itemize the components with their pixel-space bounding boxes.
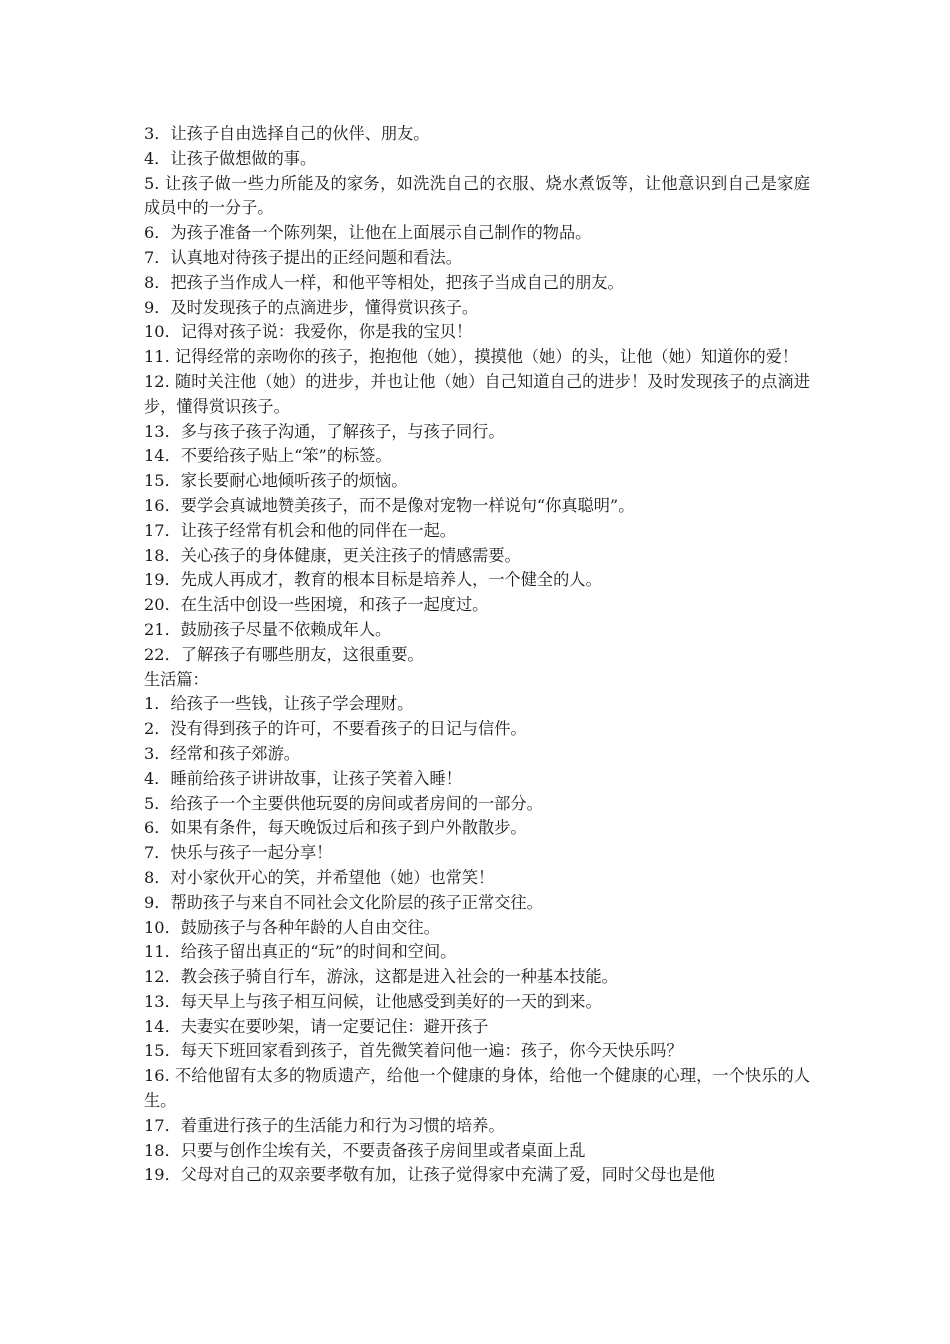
paragraph: 16．要学会真诚地赞美孩子，而不是像对宠物一样说句“你真聪明”。 — [144, 495, 635, 515]
paragraph: 10．记得对孩子说：我爱你，你是我的宝贝！ — [144, 322, 473, 342]
paragraph: 12．教会孩子骑自行车，游泳，这都是进入社会的一种基本技能。 — [144, 967, 618, 987]
paragraph: 10．鼓励孩子与各种年龄的人自由交往。 — [144, 917, 440, 937]
paragraph: 15．每天下班回家看到孩子，首先微笑着问他一遍：孩子，你今天快乐吗？ — [144, 1041, 683, 1061]
paragraph: 3．经常和孩子郊游。 — [144, 743, 300, 763]
paragraph: 7．认真地对待孩子提出的正经问题和看法。 — [144, 247, 462, 267]
paragraph: 3．让孩子自由选择自己的伙伴、朋友。 — [144, 124, 430, 143]
paragraph: 13．多与孩子孩子沟通，了解孩子，与孩子同行。 — [144, 421, 505, 441]
paragraph: 5. 让孩子做一些力所能及的家务，如洗洗自己的衣服、烧水煮饭等，让他意识到自己是家庭成员中的一分子。 — [144, 173, 810, 218]
paragraph: 2．没有得到孩子的许可，不要看孩子的日记与信件。 — [144, 719, 527, 739]
paragraph: 20．在生活中创设一些困境，和孩子一起度过。 — [144, 595, 489, 615]
paragraph: 9．及时发现孩子的点滴进步，懂得赏识孩子。 — [144, 297, 479, 317]
paragraph: 5．给孩子一个主要供他玩耍的房间或者房间的一部分。 — [144, 793, 543, 813]
paragraph: 9．帮助孩子与来自不同社会文化阶层的孩子正常交往。 — [144, 892, 543, 912]
paragraph: 16. 不给他留有太多的物质遗产，给他一个健康的身体，给他一个健康的心理，一个快乐的人生。 — [144, 1066, 810, 1111]
paragraph: 14．夫妻实在要吵架，请一定要记住：避开孩子 — [144, 1016, 489, 1036]
paragraph: 8．把孩子当作成人一样，和他平等相处，把孩子当成自己的朋友。 — [144, 272, 624, 292]
paragraph: 6．为孩子准备一个陈列架，让他在上面展示自己制作的物品。 — [144, 223, 592, 243]
paragraph: 4．让孩子做想做的事。 — [144, 148, 317, 168]
paragraph: 19．先成人再成才，教育的根本目标是培养人，一个健全的人。 — [144, 570, 602, 590]
paragraph: 21．鼓励孩子尽量不依赖成年人。 — [144, 619, 392, 639]
paragraph: 17．让孩子经常有机会和他的同伴在一起。 — [144, 520, 456, 540]
paragraph: 14．不要给孩子贴上“笨”的标签。 — [144, 446, 392, 466]
paragraph: 8．对小家伙开心的笑，并希望他（她）也常笑！ — [144, 867, 495, 887]
paragraph: 13．每天早上与孩子相互问候，让他感受到美好的一天的到来。 — [144, 991, 602, 1011]
paragraph: 18．关心孩子的身体健康，更关注孩子的情感需要。 — [144, 545, 521, 565]
paragraph: 17．着重进行孩子的生活能力和行为习惯的培养。 — [144, 1115, 505, 1135]
paragraph: 11. 记得经常的亲吻你的孩子，抱抱他（她），摸摸他（她）的头，让他（她）知道你的爱！ — [144, 347, 799, 367]
paragraph: 1．给孩子一些钱，让孩子学会理财。 — [144, 694, 414, 714]
section-heading: 生活篇： — [144, 669, 209, 689]
paragraph: 19．父母对自己的双亲要孝敬有加，让孩子觉得家中充满了爱，同时父母也是他 — [144, 1165, 715, 1185]
paragraph: 6．如果有条件，每天晚饭过后和孩子到户外散散步。 — [144, 818, 527, 838]
paragraph: 4．睡前给孩子讲讲故事，让孩子笑着入睡！ — [144, 768, 462, 788]
paragraph: 11．给孩子留出真正的“玩”的时间和空间。 — [144, 942, 457, 962]
paragraph: 15．家长要耐心地倾听孩子的烦恼。 — [144, 471, 408, 491]
paragraph: 22．了解孩子有哪些朋友，这很重要。 — [144, 644, 424, 664]
document-body — [144, 122, 810, 1188]
paragraph: 12. 随时关注他（她）的进步，并也让他（她）自己知道自己的进步！及时发现孩子的点滴进步，懂得赏识孩子。 — [144, 371, 810, 416]
paragraph: 18．只要与创作尘埃有关，不要责备孩子房间里或者桌面上乱 — [144, 1140, 586, 1160]
paragraph: 7．快乐与孩子一起分享！ — [144, 843, 333, 863]
